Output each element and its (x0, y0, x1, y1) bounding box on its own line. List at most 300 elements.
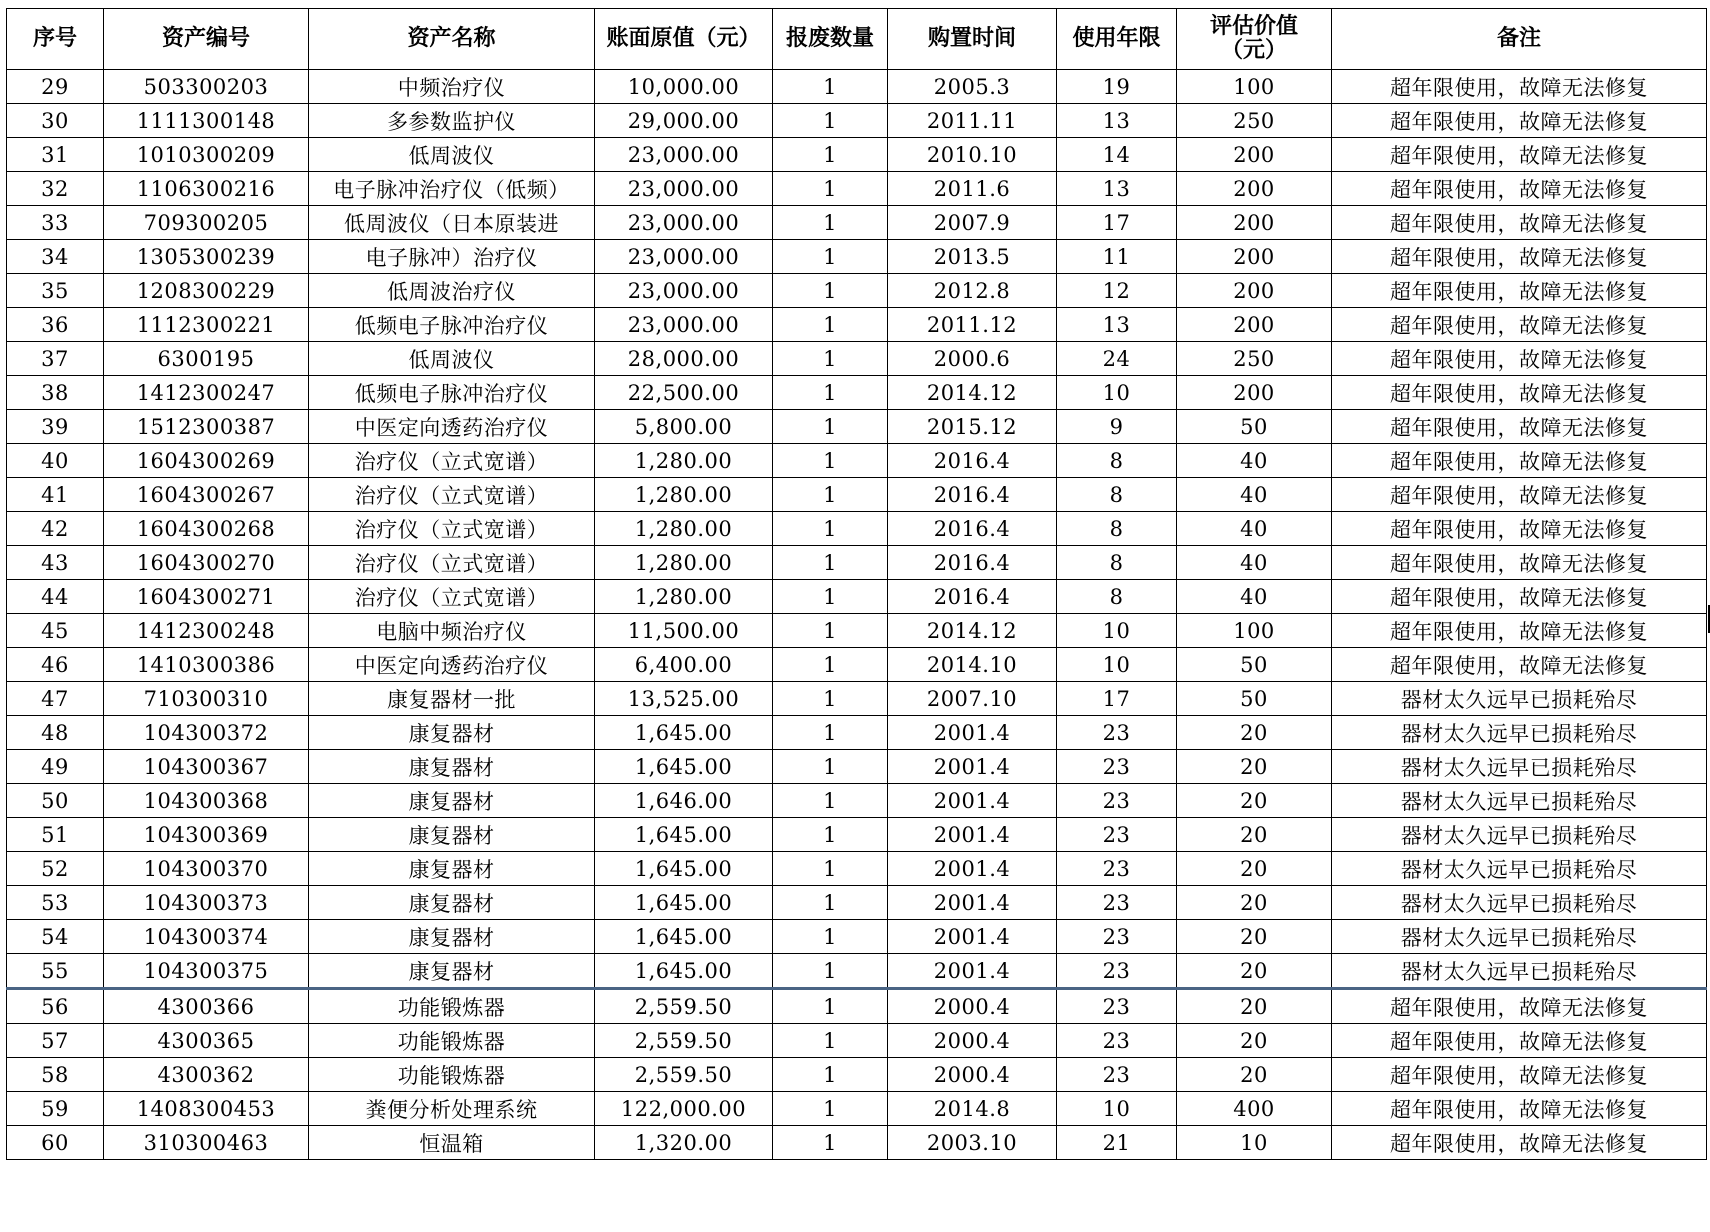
cell-seq: 53 (7, 886, 104, 920)
cell-scrap-qty: 1 (773, 1024, 888, 1058)
header-appraised-value: 评估价值 （元） (1177, 9, 1332, 70)
cell-seq: 58 (7, 1058, 104, 1092)
cell-seq: 56 (7, 989, 104, 1024)
cell-scrap-qty: 1 (773, 1092, 888, 1126)
cell-book-value: 2,559.50 (595, 1024, 773, 1058)
cell-asset-code: 1111300148 (104, 104, 309, 138)
cell-scrap-qty: 1 (773, 920, 888, 954)
cell-purchase-date: 2000.4 (888, 989, 1057, 1024)
header-row (7, 9, 1707, 70)
table-row (7, 172, 1707, 206)
table-row (7, 274, 1707, 308)
cell-remarks: 器材太久远早已损耗殆尽 (1332, 954, 1707, 989)
cell-remarks: 器材太久远早已损耗殆尽 (1332, 716, 1707, 750)
cell-asset-name: 低周波仪 (309, 342, 595, 376)
cell-asset-code: 1512300387 (104, 410, 309, 444)
cell-asset-name: 低周波仪（日本原装进 (309, 206, 595, 240)
header-remarks: 备注 (1332, 9, 1707, 70)
cell-purchase-date: 2003.10 (888, 1126, 1057, 1160)
cell-years-used: 19 (1057, 70, 1177, 104)
cell-years-used: 23 (1057, 784, 1177, 818)
cell-scrap-qty: 1 (773, 240, 888, 274)
table-body (7, 70, 1707, 1160)
cell-remarks: 超年限使用，故障无法修复 (1332, 1024, 1707, 1058)
cell-purchase-date: 2005.3 (888, 70, 1057, 104)
table-row (7, 886, 1707, 920)
cell-purchase-date: 2014.10 (888, 648, 1057, 682)
cell-seq: 52 (7, 852, 104, 886)
cell-seq: 50 (7, 784, 104, 818)
cell-purchase-date: 2000.4 (888, 1024, 1057, 1058)
header-seq: 序号 (7, 9, 104, 70)
cell-asset-code: 104300375 (104, 954, 309, 989)
cell-book-value: 11,500.00 (595, 614, 773, 648)
cell-asset-code: 310300463 (104, 1126, 309, 1160)
cell-book-value: 1,280.00 (595, 546, 773, 580)
cell-asset-name: 康复器材 (309, 886, 595, 920)
cell-scrap-qty: 1 (773, 886, 888, 920)
cell-asset-code: 6300195 (104, 342, 309, 376)
table-row (7, 240, 1707, 274)
cell-asset-name: 电脑中频治疗仪 (309, 614, 595, 648)
cell-asset-code: 104300374 (104, 920, 309, 954)
cell-appraised-value: 40 (1177, 580, 1332, 614)
table-row (7, 70, 1707, 104)
table-row (7, 478, 1707, 512)
table-row (7, 206, 1707, 240)
cell-years-used: 12 (1057, 274, 1177, 308)
cell-remarks: 超年限使用，故障无法修复 (1332, 274, 1707, 308)
cell-years-used: 13 (1057, 172, 1177, 206)
cell-seq: 43 (7, 546, 104, 580)
cell-appraised-value: 20 (1177, 989, 1332, 1024)
cell-years-used: 23 (1057, 818, 1177, 852)
cell-book-value: 1,645.00 (595, 886, 773, 920)
cell-purchase-date: 2016.4 (888, 546, 1057, 580)
cell-book-value: 2,559.50 (595, 1058, 773, 1092)
cell-appraised-value: 20 (1177, 818, 1332, 852)
cell-appraised-value: 400 (1177, 1092, 1332, 1126)
cell-appraised-value: 200 (1177, 376, 1332, 410)
cell-asset-name: 低频电子脉冲治疗仪 (309, 376, 595, 410)
cell-scrap-qty: 1 (773, 376, 888, 410)
cell-scrap-qty: 1 (773, 172, 888, 206)
cell-years-used: 23 (1057, 852, 1177, 886)
cell-appraised-value: 20 (1177, 920, 1332, 954)
header-years-used: 使用年限 (1057, 9, 1177, 70)
cell-asset-name: 治疗仪（立式宽谱） (309, 444, 595, 478)
header-scrap-qty: 报废数量 (773, 9, 888, 70)
cell-asset-name: 恒温箱 (309, 1126, 595, 1160)
table-row (7, 546, 1707, 580)
cell-asset-code: 104300372 (104, 716, 309, 750)
cell-seq: 42 (7, 512, 104, 546)
cell-scrap-qty: 1 (773, 614, 888, 648)
asset-disposal-table-container (6, 8, 1707, 1160)
cell-years-used: 10 (1057, 648, 1177, 682)
cell-scrap-qty: 1 (773, 1126, 888, 1160)
header-book-value: 账面原值（元） (595, 9, 773, 70)
cell-seq: 33 (7, 206, 104, 240)
cell-scrap-qty: 1 (773, 342, 888, 376)
cell-remarks: 超年限使用，故障无法修复 (1332, 138, 1707, 172)
cell-asset-name: 治疗仪（立式宽谱） (309, 478, 595, 512)
cell-seq: 39 (7, 410, 104, 444)
cell-purchase-date: 2016.4 (888, 478, 1057, 512)
cell-appraised-value: 20 (1177, 1058, 1332, 1092)
cell-years-used: 23 (1057, 716, 1177, 750)
cell-purchase-date: 2012.8 (888, 274, 1057, 308)
cell-seq: 51 (7, 818, 104, 852)
cell-scrap-qty: 1 (773, 580, 888, 614)
cell-seq: 29 (7, 70, 104, 104)
cell-remarks: 超年限使用，故障无法修复 (1332, 614, 1707, 648)
cell-purchase-date: 2016.4 (888, 512, 1057, 546)
cell-asset-name: 多参数监护仪 (309, 104, 595, 138)
cell-remarks: 器材太久远早已损耗殆尽 (1332, 886, 1707, 920)
cell-seq: 55 (7, 954, 104, 989)
cell-scrap-qty: 1 (773, 784, 888, 818)
cell-book-value: 23,000.00 (595, 308, 773, 342)
cell-scrap-qty: 1 (773, 546, 888, 580)
cell-asset-name: 中频治疗仪 (309, 70, 595, 104)
cell-asset-code: 104300367 (104, 750, 309, 784)
cell-years-used: 8 (1057, 546, 1177, 580)
cell-years-used: 23 (1057, 750, 1177, 784)
cell-asset-name: 中医定向透药治疗仪 (309, 648, 595, 682)
cell-book-value: 1,280.00 (595, 580, 773, 614)
cell-seq: 36 (7, 308, 104, 342)
cell-seq: 38 (7, 376, 104, 410)
cell-asset-code: 1305300239 (104, 240, 309, 274)
cell-asset-name: 中医定向透药治疗仪 (309, 410, 595, 444)
cell-purchase-date: 2007.9 (888, 206, 1057, 240)
cell-seq: 35 (7, 274, 104, 308)
header-purchase-date: 购置时间 (888, 9, 1057, 70)
cell-appraised-value: 100 (1177, 614, 1332, 648)
cell-purchase-date: 2014.12 (888, 614, 1057, 648)
cell-purchase-date: 2000.4 (888, 1058, 1057, 1092)
table-row (7, 716, 1707, 750)
cell-book-value: 1,320.00 (595, 1126, 773, 1160)
cell-book-value: 28,000.00 (595, 342, 773, 376)
cell-asset-code: 709300205 (104, 206, 309, 240)
cell-seq: 40 (7, 444, 104, 478)
table-row (7, 614, 1707, 648)
header-asset-code: 资产编号 (104, 9, 309, 70)
cell-remarks: 超年限使用，故障无法修复 (1332, 70, 1707, 104)
cell-remarks: 超年限使用，故障无法修复 (1332, 580, 1707, 614)
cell-appraised-value: 50 (1177, 410, 1332, 444)
table-row (7, 138, 1707, 172)
table-row (7, 1092, 1707, 1126)
cell-remarks: 器材太久远早已损耗殆尽 (1332, 750, 1707, 784)
cell-seq: 59 (7, 1092, 104, 1126)
cell-asset-name: 康复器材 (309, 784, 595, 818)
cell-asset-name: 低周波仪 (309, 138, 595, 172)
cell-asset-name: 功能锻炼器 (309, 989, 595, 1024)
cell-appraised-value: 20 (1177, 716, 1332, 750)
cell-purchase-date: 2014.12 (888, 376, 1057, 410)
table-row (7, 308, 1707, 342)
cell-seq: 49 (7, 750, 104, 784)
cell-remarks: 超年限使用，故障无法修复 (1332, 376, 1707, 410)
cell-purchase-date: 2001.4 (888, 954, 1057, 989)
cell-asset-code: 1408300453 (104, 1092, 309, 1126)
cell-appraised-value: 20 (1177, 784, 1332, 818)
cell-purchase-date: 2014.8 (888, 1092, 1057, 1126)
cell-asset-name: 康复器材 (309, 852, 595, 886)
cell-asset-code: 104300373 (104, 886, 309, 920)
cell-appraised-value: 40 (1177, 512, 1332, 546)
cell-asset-code: 1410300386 (104, 648, 309, 682)
cell-scrap-qty: 1 (773, 478, 888, 512)
cell-book-value: 122,000.00 (595, 1092, 773, 1126)
cell-asset-name: 电子脉冲治疗仪（低频） (309, 172, 595, 206)
cell-asset-code: 503300203 (104, 70, 309, 104)
cell-purchase-date: 2015.12 (888, 410, 1057, 444)
table-row (7, 580, 1707, 614)
cell-asset-name: 治疗仪（立式宽谱） (309, 580, 595, 614)
cell-years-used: 8 (1057, 478, 1177, 512)
cell-purchase-date: 2013.5 (888, 240, 1057, 274)
cell-seq: 60 (7, 1126, 104, 1160)
cell-seq: 31 (7, 138, 104, 172)
cell-appraised-value: 20 (1177, 1024, 1332, 1058)
cell-remarks: 超年限使用，故障无法修复 (1332, 1126, 1707, 1160)
cell-years-used: 10 (1057, 1092, 1177, 1126)
cell-asset-name: 康复器材 (309, 716, 595, 750)
cell-seq: 45 (7, 614, 104, 648)
cell-seq: 46 (7, 648, 104, 682)
cell-appraised-value: 50 (1177, 648, 1332, 682)
cell-remarks: 超年限使用，故障无法修复 (1332, 104, 1707, 138)
cell-years-used: 23 (1057, 1024, 1177, 1058)
header-asset-name: 资产名称 (309, 9, 595, 70)
cell-book-value: 6,400.00 (595, 648, 773, 682)
cell-scrap-qty: 1 (773, 852, 888, 886)
cell-book-value: 1,645.00 (595, 920, 773, 954)
cell-seq: 34 (7, 240, 104, 274)
cell-years-used: 9 (1057, 410, 1177, 444)
cell-asset-code: 1412300248 (104, 614, 309, 648)
cell-scrap-qty: 1 (773, 716, 888, 750)
cell-asset-name: 电子脉冲）治疗仪 (309, 240, 595, 274)
table-row (7, 648, 1707, 682)
cell-remarks: 超年限使用，故障无法修复 (1332, 989, 1707, 1024)
cell-asset-name: 治疗仪（立式宽谱） (309, 546, 595, 580)
cell-appraised-value: 100 (1177, 70, 1332, 104)
cell-book-value: 13,525.00 (595, 682, 773, 716)
cell-remarks: 超年限使用，故障无法修复 (1332, 1058, 1707, 1092)
cell-remarks: 超年限使用，故障无法修复 (1332, 240, 1707, 274)
cell-remarks: 超年限使用，故障无法修复 (1332, 478, 1707, 512)
cell-scrap-qty: 1 (773, 989, 888, 1024)
cell-purchase-date: 2001.4 (888, 818, 1057, 852)
cell-years-used: 23 (1057, 886, 1177, 920)
cell-scrap-qty: 1 (773, 104, 888, 138)
cell-asset-code: 1604300269 (104, 444, 309, 478)
cell-purchase-date: 2001.4 (888, 886, 1057, 920)
cell-seq: 48 (7, 716, 104, 750)
cell-purchase-date: 2010.10 (888, 138, 1057, 172)
table-row (7, 852, 1707, 886)
cell-appraised-value: 250 (1177, 104, 1332, 138)
cell-book-value: 1,280.00 (595, 444, 773, 478)
cell-scrap-qty: 1 (773, 70, 888, 104)
cell-asset-code: 104300368 (104, 784, 309, 818)
cell-seq: 30 (7, 104, 104, 138)
table-row (7, 750, 1707, 784)
cell-appraised-value: 200 (1177, 308, 1332, 342)
cell-appraised-value: 40 (1177, 478, 1332, 512)
cell-years-used: 10 (1057, 614, 1177, 648)
cell-remarks: 超年限使用，故障无法修复 (1332, 206, 1707, 240)
cell-book-value: 1,645.00 (595, 852, 773, 886)
cell-scrap-qty: 1 (773, 682, 888, 716)
cell-purchase-date: 2001.4 (888, 852, 1057, 886)
table-row (7, 104, 1707, 138)
table-row (7, 1058, 1707, 1092)
cell-purchase-date: 2011.11 (888, 104, 1057, 138)
cell-purchase-date: 2011.6 (888, 172, 1057, 206)
cell-asset-code: 1604300267 (104, 478, 309, 512)
cell-years-used: 17 (1057, 682, 1177, 716)
cell-asset-name: 低频电子脉冲治疗仪 (309, 308, 595, 342)
cell-asset-code: 1604300268 (104, 512, 309, 546)
asset-disposal-table (6, 8, 1707, 1160)
cell-scrap-qty: 1 (773, 818, 888, 852)
cell-remarks: 器材太久远早已损耗殆尽 (1332, 852, 1707, 886)
cell-appraised-value: 200 (1177, 206, 1332, 240)
table-row (7, 954, 1707, 989)
cell-seq: 44 (7, 580, 104, 614)
cell-years-used: 14 (1057, 138, 1177, 172)
cell-book-value: 23,000.00 (595, 138, 773, 172)
cell-book-value: 2,559.50 (595, 989, 773, 1024)
cell-scrap-qty: 1 (773, 648, 888, 682)
cell-remarks: 超年限使用，故障无法修复 (1332, 444, 1707, 478)
cell-scrap-qty: 1 (773, 274, 888, 308)
table-row (7, 682, 1707, 716)
table-row (7, 989, 1707, 1024)
cell-years-used: 8 (1057, 512, 1177, 546)
cell-seq: 41 (7, 478, 104, 512)
cell-appraised-value: 200 (1177, 274, 1332, 308)
cell-remarks: 器材太久远早已损耗殆尽 (1332, 920, 1707, 954)
cell-asset-code: 1604300271 (104, 580, 309, 614)
cell-remarks: 器材太久远早已损耗殆尽 (1332, 784, 1707, 818)
cell-asset-code: 1604300270 (104, 546, 309, 580)
cell-book-value: 1,645.00 (595, 716, 773, 750)
table-row (7, 376, 1707, 410)
cell-remarks: 超年限使用，故障无法修复 (1332, 546, 1707, 580)
cell-remarks: 器材太久远早已损耗殆尽 (1332, 818, 1707, 852)
cell-remarks: 超年限使用，故障无法修复 (1332, 172, 1707, 206)
cell-asset-code: 1412300247 (104, 376, 309, 410)
cell-years-used: 8 (1057, 444, 1177, 478)
cell-book-value: 23,000.00 (595, 274, 773, 308)
cell-purchase-date: 2001.4 (888, 750, 1057, 784)
table-row (7, 410, 1707, 444)
cell-asset-name: 康复器材 (309, 920, 595, 954)
cell-appraised-value: 20 (1177, 750, 1332, 784)
cell-purchase-date: 2001.4 (888, 920, 1057, 954)
cell-years-used: 23 (1057, 1058, 1177, 1092)
cell-years-used: 11 (1057, 240, 1177, 274)
cell-scrap-qty: 1 (773, 206, 888, 240)
table-row (7, 512, 1707, 546)
cell-years-used: 17 (1057, 206, 1177, 240)
cell-book-value: 22,500.00 (595, 376, 773, 410)
cell-appraised-value: 200 (1177, 172, 1332, 206)
cell-asset-code: 1112300221 (104, 308, 309, 342)
cell-asset-name: 功能锻炼器 (309, 1058, 595, 1092)
cell-purchase-date: 2007.10 (888, 682, 1057, 716)
cell-book-value: 1,645.00 (595, 954, 773, 989)
cell-seq: 37 (7, 342, 104, 376)
cell-purchase-date: 2001.4 (888, 784, 1057, 818)
cell-appraised-value: 250 (1177, 342, 1332, 376)
cell-appraised-value: 20 (1177, 954, 1332, 989)
cell-book-value: 1,645.00 (595, 750, 773, 784)
cell-asset-code: 104300370 (104, 852, 309, 886)
cell-appraised-value: 10 (1177, 1126, 1332, 1160)
cell-asset-code: 710300310 (104, 682, 309, 716)
cell-remarks: 超年限使用，故障无法修复 (1332, 648, 1707, 682)
cell-book-value: 10,000.00 (595, 70, 773, 104)
cell-asset-name: 治疗仪（立式宽谱） (309, 512, 595, 546)
cell-scrap-qty: 1 (773, 308, 888, 342)
cell-seq: 57 (7, 1024, 104, 1058)
cell-asset-code: 4300362 (104, 1058, 309, 1092)
cell-scrap-qty: 1 (773, 444, 888, 478)
cell-asset-code: 1208300229 (104, 274, 309, 308)
cell-appraised-value: 20 (1177, 852, 1332, 886)
cell-years-used: 13 (1057, 104, 1177, 138)
cell-asset-name: 功能锻炼器 (309, 1024, 595, 1058)
cell-appraised-value: 40 (1177, 546, 1332, 580)
cell-asset-code: 1106300216 (104, 172, 309, 206)
cell-book-value: 23,000.00 (595, 206, 773, 240)
cell-years-used: 23 (1057, 989, 1177, 1024)
cell-appraised-value: 50 (1177, 682, 1332, 716)
cell-purchase-date: 2011.12 (888, 308, 1057, 342)
table-row (7, 1024, 1707, 1058)
cell-years-used: 23 (1057, 920, 1177, 954)
cell-purchase-date: 2016.4 (888, 580, 1057, 614)
cell-asset-code: 104300369 (104, 818, 309, 852)
cell-asset-name: 康复器材 (309, 818, 595, 852)
table-row (7, 818, 1707, 852)
cell-asset-code: 4300365 (104, 1024, 309, 1058)
cell-book-value: 23,000.00 (595, 172, 773, 206)
cell-years-used: 8 (1057, 580, 1177, 614)
cell-book-value: 1,645.00 (595, 818, 773, 852)
cell-scrap-qty: 1 (773, 750, 888, 784)
cell-purchase-date: 2000.6 (888, 342, 1057, 376)
cell-appraised-value: 200 (1177, 240, 1332, 274)
cell-asset-name: 康复器材 (309, 954, 595, 989)
cell-years-used: 13 (1057, 308, 1177, 342)
table-row (7, 920, 1707, 954)
cell-years-used: 23 (1057, 954, 1177, 989)
cell-purchase-date: 2001.4 (888, 716, 1057, 750)
cell-appraised-value: 20 (1177, 886, 1332, 920)
cell-years-used: 24 (1057, 342, 1177, 376)
cell-scrap-qty: 1 (773, 954, 888, 989)
cell-asset-name: 康复器材 (309, 750, 595, 784)
